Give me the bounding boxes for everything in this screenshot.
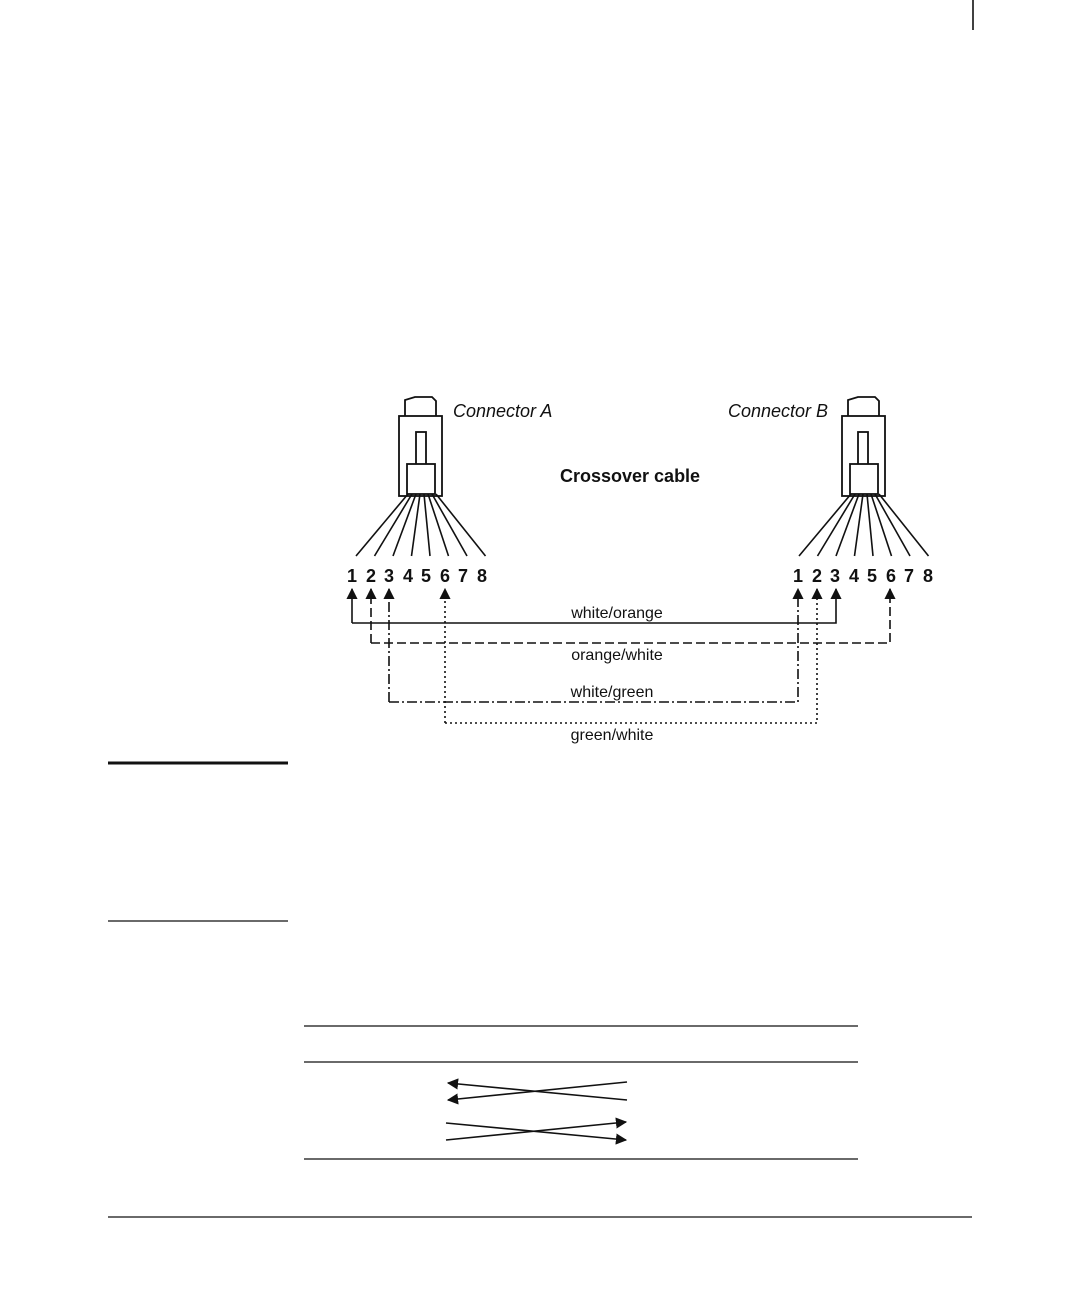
diagram-title: Crossover cable	[560, 466, 701, 486]
connector-b-plug	[842, 397, 885, 496]
connector-b-pins	[793, 566, 933, 586]
fan-wire	[424, 494, 430, 556]
connector-a-pins	[347, 566, 487, 586]
wire-label-green-white: green/white	[570, 727, 654, 744]
pin-label: 7	[903, 566, 915, 586]
fan-wire	[356, 494, 408, 556]
pin-label: 6	[885, 566, 897, 586]
fan-wire	[871, 494, 892, 556]
pin-label: 1	[346, 566, 358, 586]
wire-label-white-orange: white/orange	[571, 605, 663, 622]
connector-a-label: Connector A	[453, 401, 553, 421]
pin-label: 2	[365, 566, 377, 586]
pin-label: 8	[922, 566, 934, 586]
fan-wire	[799, 494, 851, 556]
pin-label: 4	[848, 566, 860, 586]
fan-wire	[428, 494, 449, 556]
pin-label: 2	[811, 566, 823, 586]
pin-label: 6	[439, 566, 451, 586]
pin-label: 3	[383, 566, 395, 586]
connector-a-plug	[399, 397, 442, 496]
pin-label: 5	[420, 566, 432, 586]
table-frame	[304, 1026, 858, 1159]
wire-label-orange-white: orange/white	[571, 647, 663, 664]
fan-wire	[879, 494, 929, 556]
fan-wire	[375, 494, 413, 556]
crossover-arrows	[446, 1082, 627, 1140]
connector-b-wire-fan	[799, 494, 929, 556]
pin-label: 5	[866, 566, 878, 586]
pin-label: 3	[829, 566, 841, 586]
pin-label: 1	[792, 566, 804, 586]
pin-label: 4	[402, 566, 414, 586]
pin-label: 8	[476, 566, 488, 586]
fan-wire	[818, 494, 856, 556]
connector-a-wire-fan	[356, 494, 486, 556]
fan-wire	[436, 494, 486, 556]
connector-b-label: Connector B	[728, 401, 829, 421]
pin-label: 7	[457, 566, 469, 586]
fan-wire	[867, 494, 873, 556]
wire-label-white-green: white/green	[570, 684, 654, 701]
